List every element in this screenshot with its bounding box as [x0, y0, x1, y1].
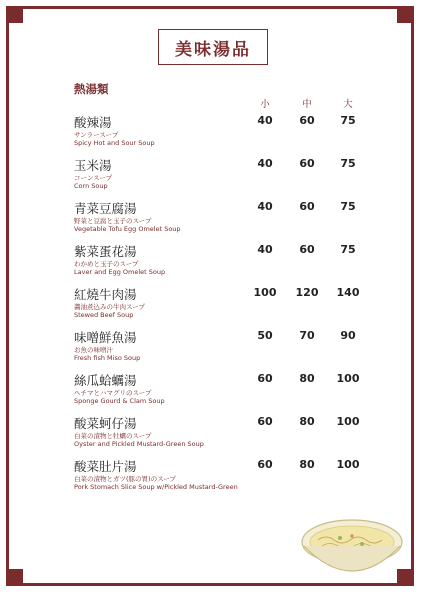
item-name-en: Spicy Hot and Sour Soup [74, 139, 155, 147]
price-small: 50 [257, 329, 273, 342]
price-medium: 80 [299, 372, 315, 385]
page-title: 美味湯品 [175, 39, 251, 60]
price-large: 140 [336, 286, 360, 299]
item-name-en: Corn Soup [74, 182, 108, 190]
price-small: 60 [257, 458, 273, 471]
price-large: 75 [340, 243, 356, 256]
item-name-zh: 紫菜蛋花湯 [74, 244, 137, 259]
size-large-header: 大 [343, 99, 353, 110]
size-medium-header: 中 [302, 99, 312, 110]
price-small: 60 [257, 372, 273, 385]
price-large: 100 [336, 458, 360, 471]
menu-item [74, 457, 374, 497]
price-small: 60 [257, 415, 273, 428]
item-name-jp: 野菜と豆腐と玉子のスープ [74, 217, 152, 225]
item-name-zh: 絲瓜蛤蠣湯 [74, 373, 137, 388]
corner-ornament [9, 569, 23, 583]
price-medium: 70 [299, 329, 315, 342]
price-small: 40 [257, 157, 273, 170]
menu-item [74, 328, 374, 368]
section-heading: 熱湯類 [74, 82, 109, 96]
menu-item [74, 156, 374, 196]
title-box [158, 29, 268, 65]
price-large: 75 [340, 157, 356, 170]
item-name-zh: 酸菜肚片湯 [74, 459, 137, 474]
price-medium: 120 [295, 286, 319, 299]
price-small: 40 [257, 243, 273, 256]
price-medium: 80 [299, 415, 315, 428]
price-medium: 60 [299, 157, 315, 170]
item-name-jp: お魚の味噌汁 [74, 346, 113, 354]
price-small: 40 [257, 114, 273, 127]
item-name-jp: 白菜の漬物とガツ(豚の胃)のスープ [74, 475, 176, 483]
item-name-en: Stewed Beef Soup [74, 311, 134, 319]
item-name-jp: わかめと玉子のスープ [74, 260, 139, 268]
item-name-jp: コーンスープ [74, 174, 113, 182]
item-name-zh: 味噌鮮魚湯 [74, 330, 137, 345]
menu-item [74, 199, 374, 239]
item-name-jp: 白菜の漬物と牡蠣のスープ [74, 432, 152, 440]
price-medium: 60 [299, 114, 315, 127]
price-medium: 60 [299, 243, 315, 256]
item-name-en: Sponge Gourd & Clam Soup [74, 397, 165, 405]
menu-item [74, 113, 374, 153]
menu-item [74, 371, 374, 411]
item-name-en: Vegetable Tofu Egg Omelet Soup [74, 225, 181, 233]
item-name-jp: サンラースープ [74, 131, 119, 139]
item-name-jp: 醬油煮込みの牛肉スープ [74, 303, 145, 311]
price-large: 90 [340, 329, 356, 342]
item-name-en: Laver and Egg Omelet Soup [74, 268, 166, 276]
price-large: 100 [336, 372, 360, 385]
price-small: 100 [253, 286, 277, 299]
item-name-en: Oyster and Pickled Mustard-Green Soup [74, 440, 204, 448]
item-name-zh: 紅燒牛肉湯 [74, 287, 137, 302]
price-large: 75 [340, 114, 356, 127]
price-large: 75 [340, 200, 356, 213]
price-medium: 60 [299, 200, 315, 213]
item-name-en: Fresh fish Miso Soup [74, 354, 141, 362]
menu-item [74, 285, 374, 325]
price-small: 40 [257, 200, 273, 213]
corner-ornament [397, 9, 411, 23]
item-name-en: Pork Stomach Slice Soup w/Pickled Mustard-Green [74, 483, 238, 491]
price-medium: 80 [299, 458, 315, 471]
menu-item [74, 414, 374, 454]
size-small-header: 小 [260, 99, 270, 110]
item-name-zh: 酸菜蚵仔湯 [74, 416, 137, 431]
menu-item [74, 242, 374, 282]
item-name-zh: 玉米湯 [74, 158, 112, 173]
item-name-zh: 青菜豆腐湯 [74, 201, 137, 216]
soup-bowl-icon [296, 512, 404, 588]
item-name-zh: 酸辣湯 [74, 115, 112, 130]
corner-ornament [9, 9, 23, 23]
item-name-jp: ヘチマとハマグリのスープ [74, 389, 152, 397]
price-large: 100 [336, 415, 360, 428]
